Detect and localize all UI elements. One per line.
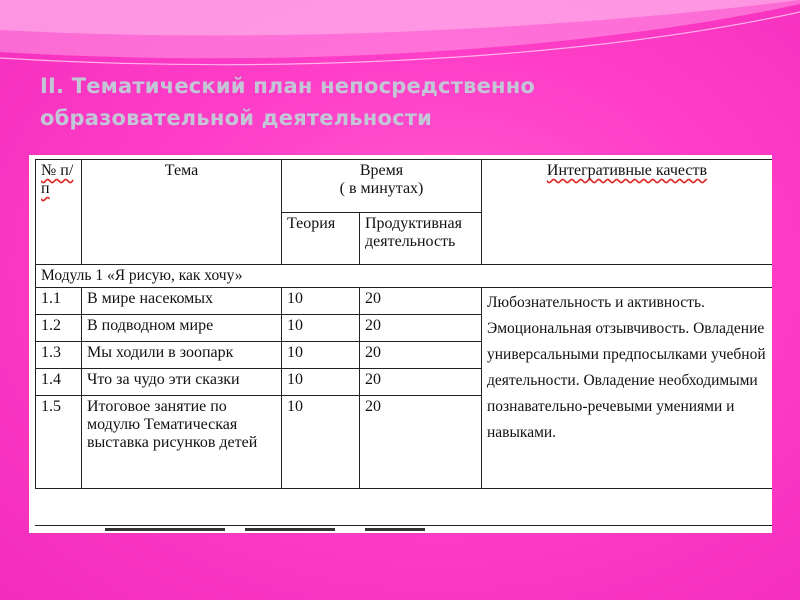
header-time [282, 160, 482, 213]
header-qualities: Интегративные качеств [482, 160, 773, 265]
row-productive: 20 [360, 396, 482, 489]
thematic-plan-table-image [29, 155, 772, 533]
row-theory: 10 [282, 396, 360, 489]
row-number: 1.5 [36, 396, 82, 489]
header-productive: Продуктивная деятельность [360, 213, 482, 265]
row-theme: Мы ходили в зоопарк [82, 342, 282, 369]
row-theory: 10 [282, 315, 360, 342]
thematic-plan-table [35, 159, 772, 489]
row-number: 1.3 [36, 342, 82, 369]
slide-title-line-1: II. Тематический план непосредственно [40, 74, 536, 98]
row-number: 1.4 [36, 369, 82, 396]
header-theme: Тема [82, 160, 282, 265]
row-theory: 10 [282, 288, 360, 315]
row-theme: Итоговое занятие по модулю Тематическая выставка рисунков детей [82, 396, 282, 489]
row-theme: В мире насекомых [82, 288, 282, 315]
row-theme: В подводном мире [82, 315, 282, 342]
row-theme: Что за чудо эти сказки [82, 369, 282, 396]
slide-title-line-2: образовательной деятельности [40, 106, 433, 130]
header-number: № п/п [36, 160, 82, 265]
table-row [36, 288, 773, 315]
row-theory: 10 [282, 369, 360, 396]
row-qualities: Любознательность и активность. Эмоциональная отзывчивость. Овладение универсальными предпосылками учебной деятельности. Овладение необходимыми познавательно-речевыми умениями и навыками. [482, 288, 773, 489]
row-number: 1.2 [36, 315, 82, 342]
header-time-label: Время [359, 162, 404, 179]
row-theory: 10 [282, 342, 360, 369]
row-productive: 20 [360, 369, 482, 396]
decorative-top-band [0, 0, 800, 78]
header-time-unit: ( в минутах) [339, 180, 424, 197]
cropped-next-row [35, 525, 772, 533]
header-theory: Теория [282, 213, 360, 265]
module-title: Модуль 1 «Я рисую, как хочу» [36, 265, 773, 288]
row-productive: 20 [360, 342, 482, 369]
row-productive: 20 [360, 315, 482, 342]
row-number: 1.1 [36, 288, 82, 315]
row-productive: 20 [360, 288, 482, 315]
slide-title [40, 70, 740, 134]
